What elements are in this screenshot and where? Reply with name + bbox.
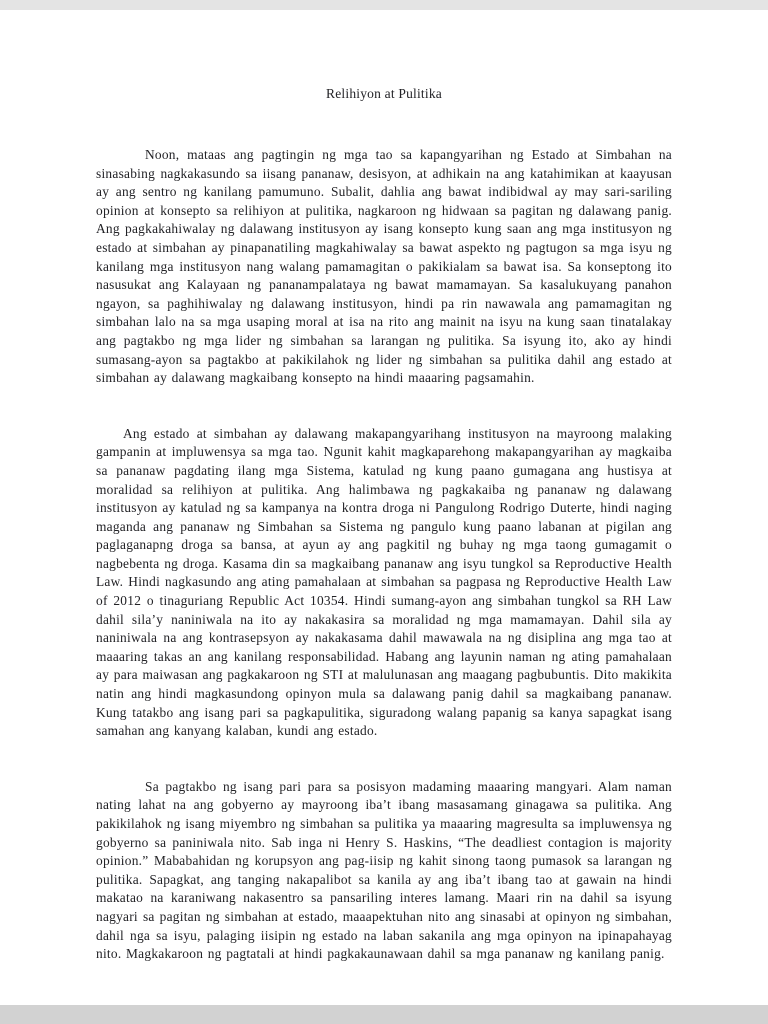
- paragraph-body: Ang estado at simbahan ay dalawang makapangyarihang institusyon na mayroong malaking gampanin at impluwensya sa mga tao. Ngunit kahit magkaparehong makapangyarihan ay magkaiba sa pananaw pagdating ilang mga Sistema, katulad ng kung paano gumagana ang hustisya at moralidad sa relihiyon at pulitika. Ang halimbawa ng pagkakaiba ng pananaw ng dalawang institusyon ay katulad ng sa kampanya na kontra droga ni Pangulong Rodrigo Duterte, hindi naging maganda ang pananaw ng Simbahan sa Sistema ng pangulo kung paano labanan at pigilan ang paglaganapng droga sa bansa, at ayun ay ang pagkitil ng buhay ng mga taong gumagamit o nagbebenta ng droga. Kasama din sa magkaibang pananaw ang isyu tungkol sa Reproductive Health Law. Hindi nagkasundo ang ating pamahalaan at simbahan sa pagpasa ng Reproductive Health Law of 2012 o tinaguriang Republic Act 10354. Hindi sumang-ayon ang simbahan tungkol sa RH Law dahil sila’y naniniwala na ito ay nakakasira sa moralidad ng mga mamamayan. Dahil sila ay naniniwala na ang kontrasepsyon ay nakakasama dahil mawawala na ng disiplina ang mga tao at maaaring takas an ang kanilang responsabilidad. Habang ang layunin naman ng ating pamahalaan ay para maiwasan ang pagkakaroon ng STI at malulunasan ang maagang pagbubuntis. Dito makikita natin ang hindi magkasundong opinyon mula sa dalawang panig dahil sa magkaibang pananaw. Kung tatakbo ang isang pari sa pagkapulitika, siguradong walang papanig sa kanya sapagkat isang samahan ang kanyang kalaban, kundi ang estado.: [96, 425, 672, 739]
- document-page: [0, 10, 768, 1005]
- paragraph-introduction: Noon, mataas ang pagtingin ng mga tao sa kapangyarihan ng Estado at Simbahan na sinasabing nagkakasundo sa iisang pananaw, desisyon, at adhikain na ang katahimikan at kaayusan ay ang sentro ng kanilang pamumuno. Subalit, dahlia ang bawat indibidwal ay may sari-sariling opinion at konsepto sa relihiyon at pulitika, nagkaroon ng hidwaan sa pagitan ng dalawang panig. Ang pagkakahiwalay ng dalawang institusyon ay isang konsepto kung saan ang mga institusyon ng estado at simbahan ay pinapanatiling magkahiwalay sa bawat aspekto ng pagtugon sa mga isyu ng kanilang mga institusyon nang walang pamamagitan o pakikialam sa bawat isa. Sa konseptong ito nasusukat ang Kalayaan ng pananampalataya ng bawat mamamayan. Sa kasalukuyang panahon ngayon, sa paghihiwalay ng dalawang institusyon, hindi pa rin nawawala ang pamamagitan ng simbahan lalo na sa mga usaping moral at isa na rito ang mainit na isyu na kung saan tinatalakay ang pagtakbo ng mga lider ng simbahan sa larangan ng pulitika. Sa isyung ito, ako ay hindi sumasang-ayon sa pagtakbo at pakikilahok ng lider ng simbahan sa pulitika dahil ang estado at simbahan ay dalawang magkaibang konsepto na hindi maaaring pagsamahin.: [96, 147, 672, 386]
- document-title: Relihiyon at Pulitika: [326, 86, 442, 101]
- viewer-top-margin: [0, 0, 768, 10]
- paragraph-conclusion: Sa pagtakbo ng isang pari para sa posisyon madaming maaaring mangyari. Alam naman nating lahat na ang gobyerno ay mayroong iba’t ibang masasamang ginagawa sa pulitika. Ang pakikilahok ng isang miyembro ng simbahan sa pulitika ya maaaring magresulta sa impluwensya ng gobyerno sa paniniwala nito. Sab inga ni Henry S. Haskins, “The deadliest contagion is majority opinion.” Mababahidan ng korupsyon ang pag-iisip ng kahit sinong taong pumasok sa larangan ng pulitika. Sapagkat, ang tanging nakapalibot sa kanila ay ang iba’t ibang tao at gawain na hindi makatao na karaniwang nakasentro sa pansariling interes lamang. Maari rin na dahil sa isyung nagyari sa pagitan ng simbahan at estado, maaapektuhan nito ang sinasabi at opinyon ng simbahan, dahil nga sa isyu, palaging iisipin ng estado na laban sakanila ang mga opinyon na ipinapahayag nito. Magkakaroon ng pagtatali at hindi pagkakaunawaan dahil sa mga pananaw ng kanilang panig.: [96, 778, 672, 962]
- viewer-bottom-margin: [0, 1005, 768, 1024]
